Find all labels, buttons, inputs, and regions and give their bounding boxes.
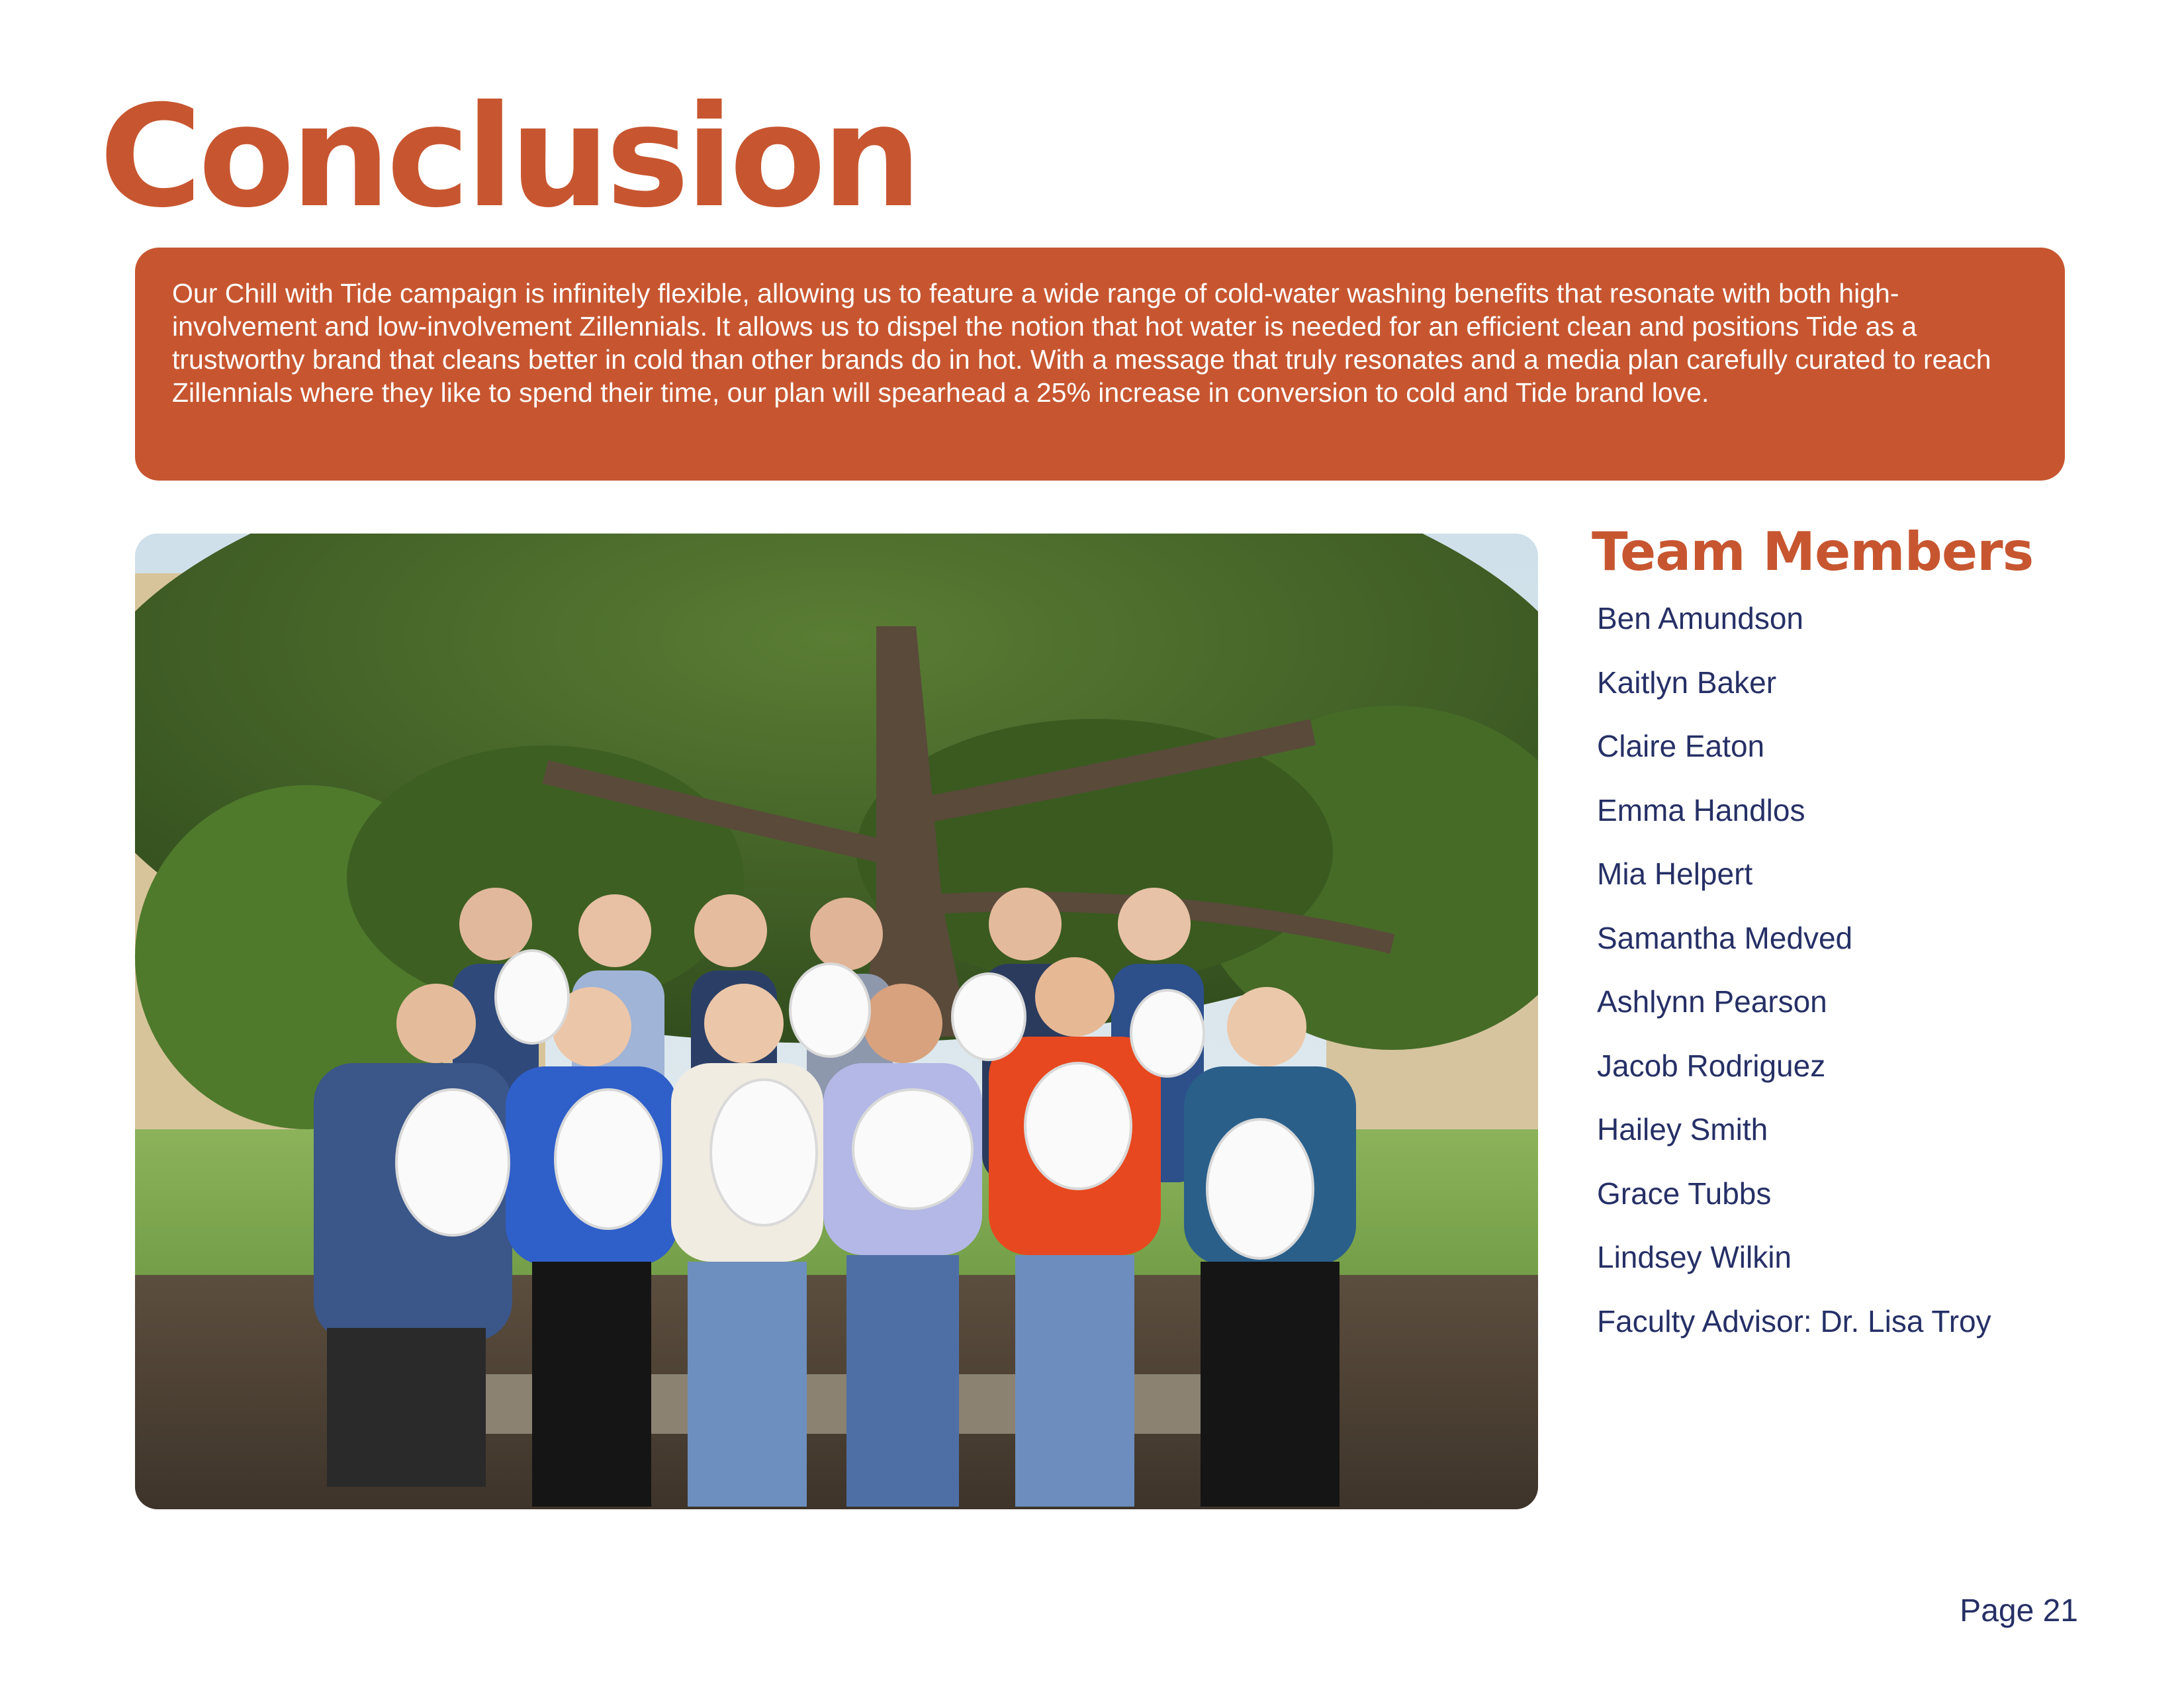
team-member: Mia Helpert bbox=[1597, 857, 1753, 891]
summary-text: Our Chill with Tide campaign is infinitely flexible, allowing us to feature a wide range of cold-water washing benefits that resonate with both high-involvement and low-involvement Zillennials. It allows us to dispel the notion that hot water is needed for an efficient clean and positions Tide as a trustworthy brand that cleans better in cold than other brands do in hot. With a message that truly resonates and a media plan carefully curated to reach Zillennials where they like to spend their time, our plan will spearhead a 25% increase in conversion to cold and Tide brand love. bbox=[172, 278, 1991, 408]
team-members-heading: Team Members bbox=[1592, 521, 2034, 583]
summary-callout bbox=[135, 248, 2065, 481]
team-member: Claire Eaton bbox=[1597, 729, 1765, 763]
team-members-list bbox=[1597, 598, 1991, 1365]
page-number: Page 21 bbox=[1960, 1593, 2078, 1628]
team-member: Ashlynn Pearson bbox=[1597, 984, 1827, 1019]
team-member: Jacob Rodriguez bbox=[1597, 1048, 1826, 1083]
team-member: Ben Amundson bbox=[1597, 601, 1804, 635]
page-title: Conclusion bbox=[99, 75, 918, 238]
team-member: Kaitlyn Baker bbox=[1597, 665, 1777, 700]
team-photo bbox=[135, 534, 1538, 1509]
team-member: Emma Handlos bbox=[1597, 792, 1805, 827]
faculty-advisor: Faculty Advisor: Dr. Lisa Troy bbox=[1597, 1303, 1991, 1338]
team-member: Lindsey Wilkin bbox=[1597, 1240, 1792, 1274]
team-member: Hailey Smith bbox=[1597, 1112, 1768, 1147]
team-member: Grace Tubbs bbox=[1597, 1176, 1772, 1211]
team-member: Samantha Medved bbox=[1597, 920, 1853, 955]
